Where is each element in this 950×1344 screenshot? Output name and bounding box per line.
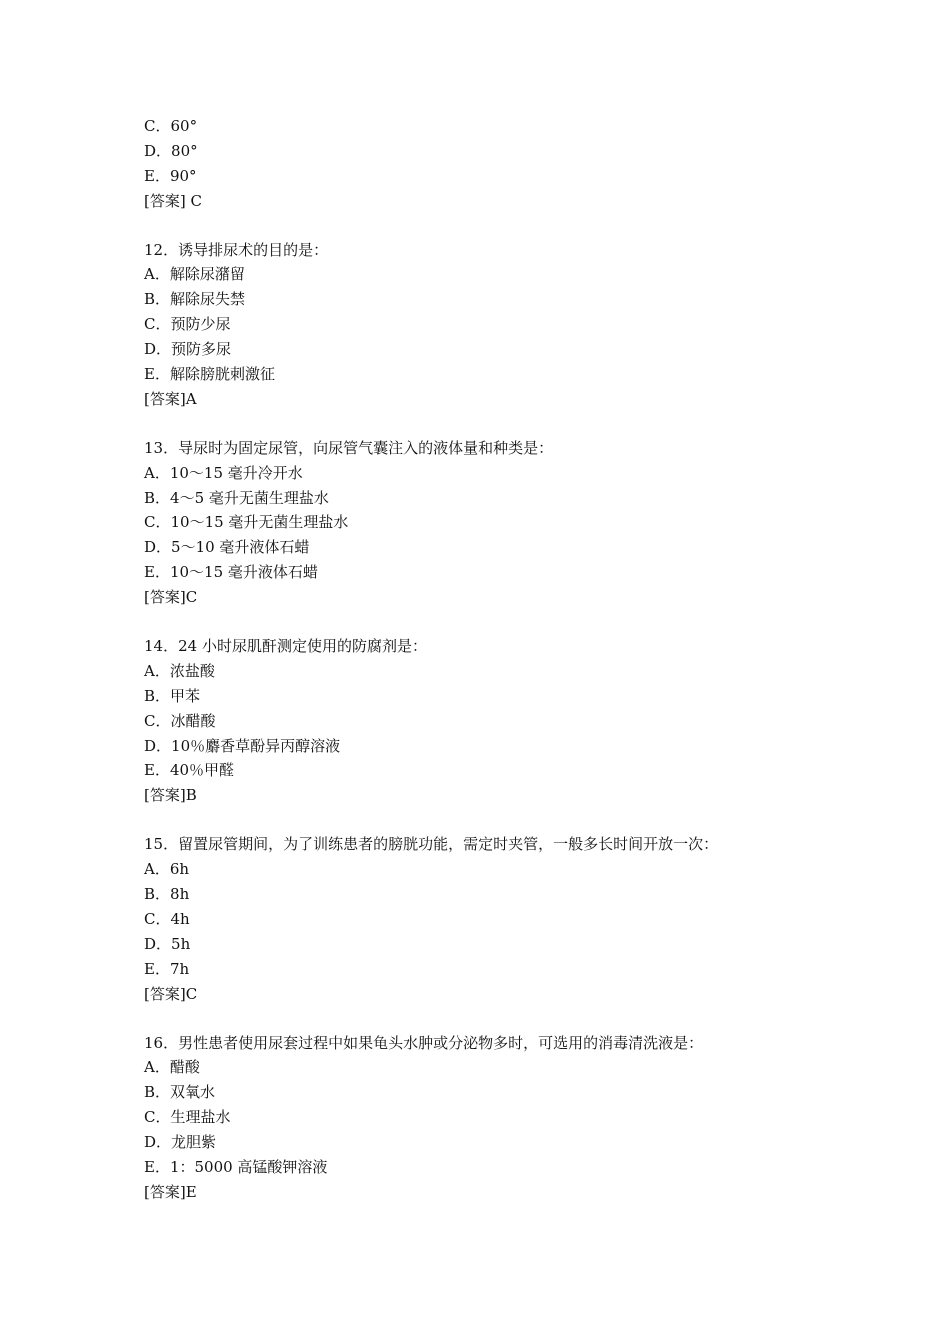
option-a: A．10～15 毫升冷开水 [144,463,303,482]
question-14 [144,634,824,808]
option-e: E．40％甲醛 [144,761,235,780]
option-d: D．80° [144,141,198,160]
option-d: D．龙胆紫 [144,1133,217,1152]
answer-line: [答案]C [144,984,198,1003]
document-page [144,114,824,1229]
answer-line: [答案]B [144,786,197,805]
option-d: D．10％麝香草酚异丙醇溶液 [144,736,341,755]
option-e: E．1：5000 高锰酸钾溶液 [144,1157,328,1176]
option-b: B．双氧水 [144,1083,216,1102]
option-d: D．5～10 毫升液体石蜡 [144,538,310,557]
option-c: C．60° [144,117,198,135]
question-stem: 16．男性患者使用尿套过程中如果龟头水肿或分泌物多时，可选用的消毒清洗液是： [144,1033,704,1052]
question-13 [144,436,824,610]
option-b: B．甲苯 [144,686,201,705]
option-d: D．预防多尿 [144,340,232,359]
option-c: C．10～15 毫升无菌生理盐水 [144,513,349,532]
option-e: E．90° [144,166,197,185]
option-c: C．4h [144,909,190,928]
option-c: C．生理盐水 [144,1108,231,1127]
answer-line: [答案]E [144,1182,197,1201]
question-fragment [144,114,824,214]
question-stem: 14．24 小时尿肌酐测定使用的防腐剂是： [144,637,427,656]
option-c: C．预防少尿 [144,315,231,334]
question-12 [144,238,824,412]
option-a: A．6h [144,860,190,879]
option-b: B．解除尿失禁 [144,290,246,309]
option-b: B．8h [144,885,190,904]
option-e: E．10～15 毫升液体石蜡 [144,563,318,582]
option-d: D．5h [144,934,191,953]
option-c: C．冰醋酸 [144,711,216,730]
option-a: A．浓盐酸 [144,661,215,680]
answer-line: [答案]A [144,389,197,408]
question-15 [144,832,824,1006]
question-stem: 13．导尿时为固定尿管，向尿管气囊注入的液体量和种类是： [144,438,554,457]
option-e: E．解除膀胱刺激征 [144,365,275,384]
answer-line: [答案] C [144,191,202,210]
option-b: B．4～5 毫升无菌生理盐水 [144,488,329,507]
answer-line: [答案]C [144,588,198,607]
option-a: A．醋酸 [144,1058,200,1077]
question-16 [144,1031,824,1205]
question-stem: 12．诱导排尿术的目的是： [144,240,329,259]
question-stem: 15．留置尿管期间，为了训练患者的膀胱功能，需定时夹管，一般多长时间开放一次： [144,835,719,854]
option-e: E．7h [144,959,190,978]
option-a: A．解除尿潴留 [144,265,245,284]
